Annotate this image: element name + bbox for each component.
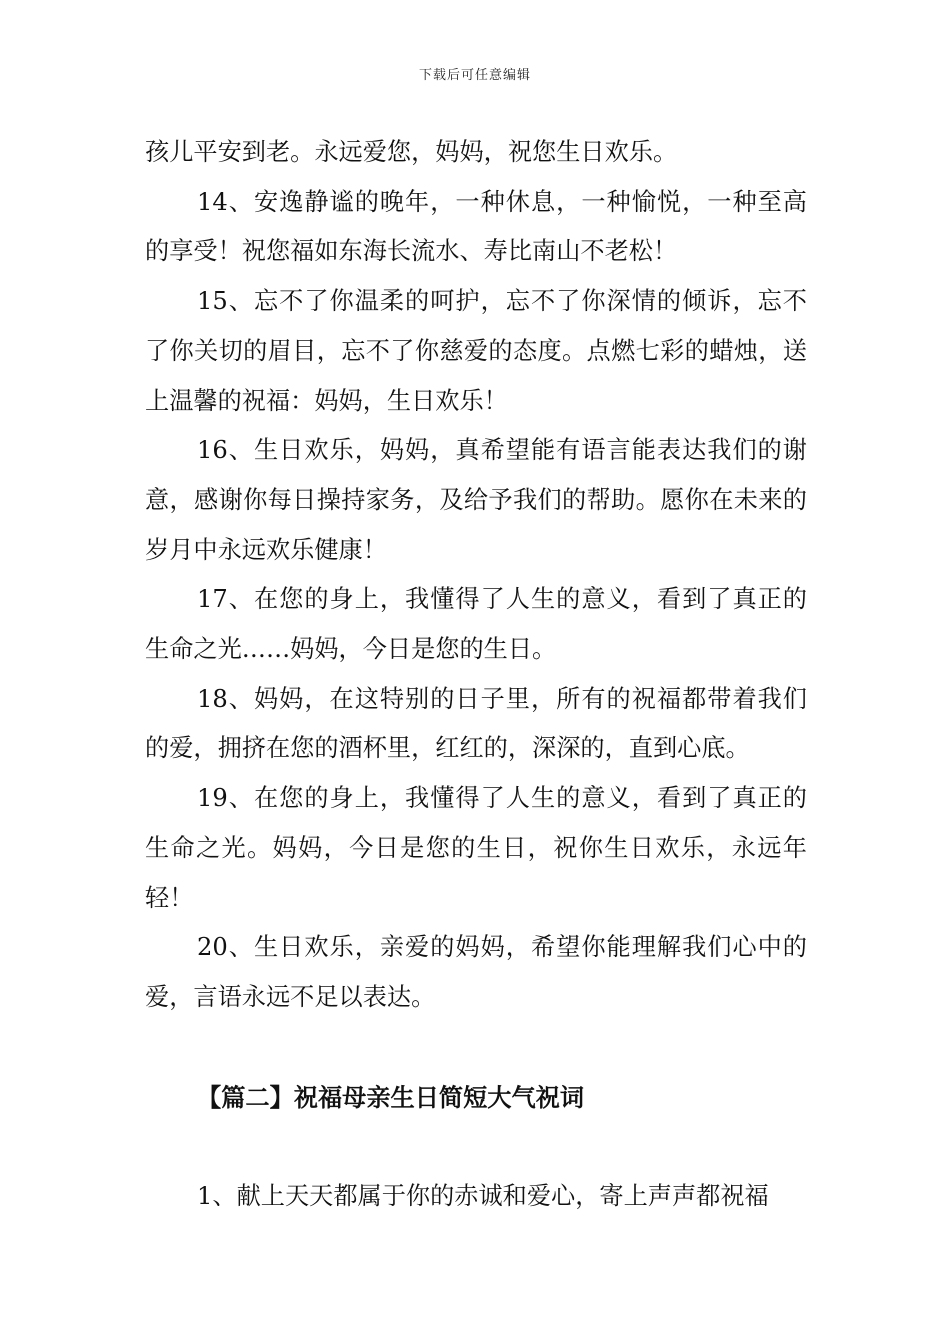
paragraph-wish-20: 20、生日欢乐，亲爱的妈妈，希望你能理解我们心中的爱，言语永远不足以表达。 bbox=[145, 933, 807, 1011]
paragraph-wish-17: 17、在您的身上，我懂得了人生的意义，看到了真正的生命之光……妈妈，今日是您的生日。 bbox=[145, 585, 807, 664]
spacer bbox=[145, 1122, 807, 1172]
paragraph-wish-1: 1、献上天天都属于你的赤诚和爱心，寄上声声都祝福 bbox=[197, 1182, 769, 1211]
paragraph-continuation: 孩儿平安到老。永远爱您，妈妈，祝您生日欢乐。 bbox=[145, 138, 678, 166]
page-header: 下载后可任意编辑 bbox=[418, 68, 531, 83]
paragraph-wish-15: 15、忘不了你温柔的呵护，忘不了你深情的倾诉，忘不了你关切的眉目，忘不了你慈爱的态度。点燃七彩的蜡烛，送上温馨的祝福：妈妈，生日欢乐！ bbox=[145, 287, 807, 415]
spacer bbox=[145, 1023, 807, 1073]
paragraph-wish-16: 16、生日欢乐，妈妈，真希望能有语言能表达我们的谢意，感谢你每日操持家务，及给予我们的帮助。愿你在未来的岁月中永远欢乐健康！ bbox=[145, 436, 807, 564]
document-body bbox=[145, 128, 807, 1222]
paragraph-wish-14: 14、安逸静谧的晚年，一种休息，一种愉悦，一种至高的享受！祝您福如东海长流水、寿比南山不老松！ bbox=[145, 187, 807, 266]
paragraph-wish-18: 18、妈妈，在这特别的日子里，所有的祝福都带着我们的爱，拥挤在您的酒杯里，红红的，深深的，直到心底。 bbox=[145, 684, 807, 763]
section-title: 【篇二】祝福母亲生日简短大气祝词 bbox=[197, 1082, 585, 1112]
paragraph-wish-19: 19、在您的身上，我懂得了人生的意义，看到了真正的生命之光。妈妈，今日是您的生日，祝你生日欢乐，永远年轻！ bbox=[145, 784, 807, 912]
